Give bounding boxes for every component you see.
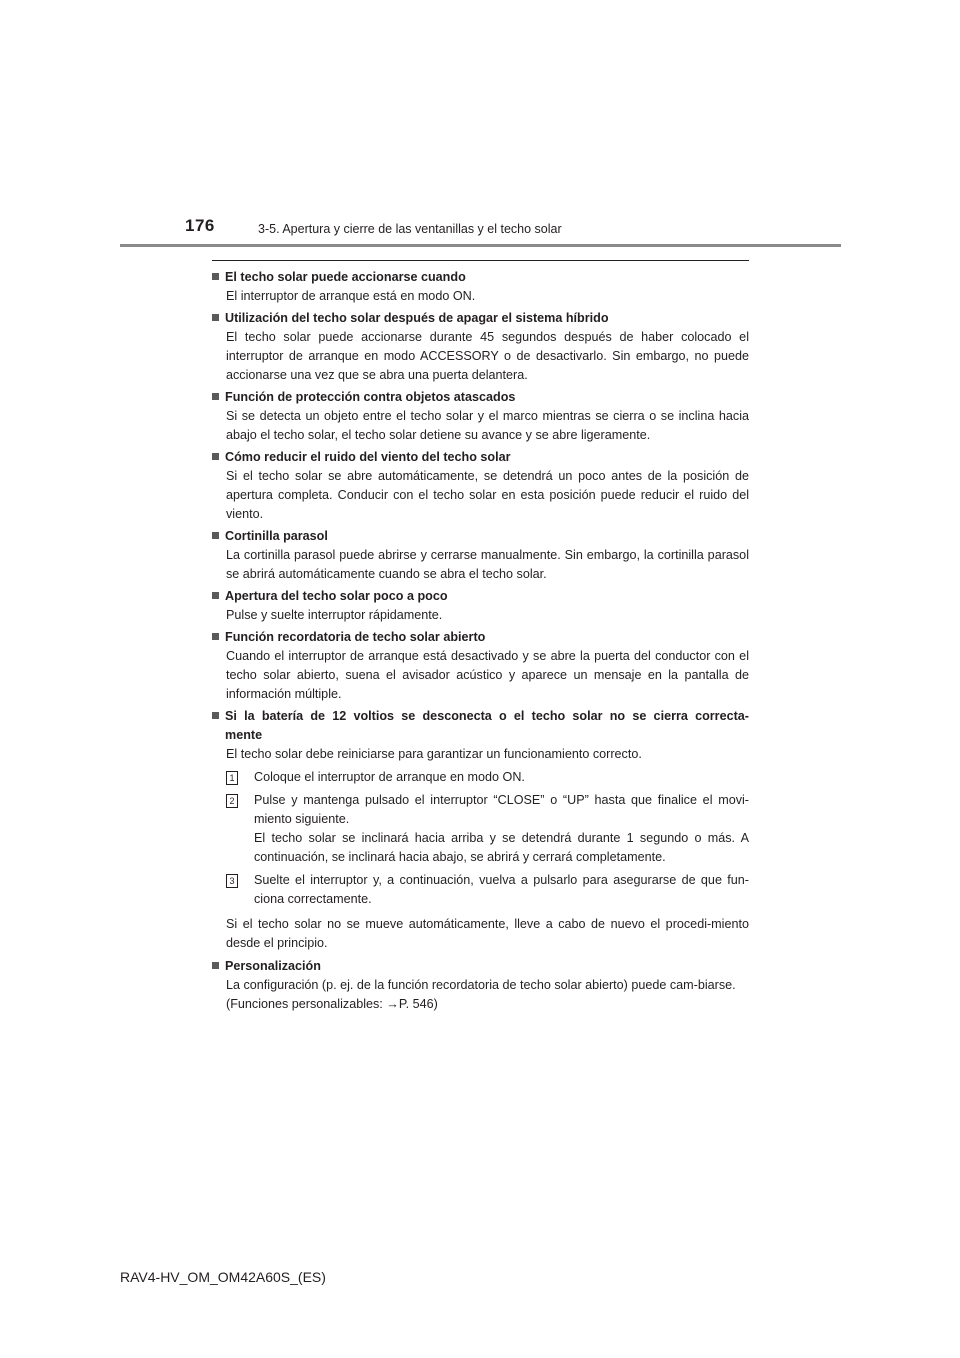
square-bullet-icon xyxy=(212,962,219,969)
item-title: El techo solar puede accionarse cuando xyxy=(225,270,466,284)
info-item xyxy=(212,309,749,385)
section-header: 3-5. Apertura y cierre de las ventanillas y el techo solar xyxy=(258,222,562,236)
info-item xyxy=(212,587,749,625)
item-body: La configuración (p. ej. de la función recordatoria de techo solar abierto) puede cam-biarse. xyxy=(226,978,736,992)
item-title: Cortinilla parasol xyxy=(225,529,328,543)
info-item xyxy=(212,527,749,584)
square-bullet-icon xyxy=(212,393,219,400)
item-body: El techo solar puede accionarse durante 45 segundos después de haber colocado el interruptor de arranque en modo ACCESSORY o de desactivarlo. Sin embargo, no puede accionarse una vez que se abra una puerta delantera. xyxy=(226,330,749,382)
reset-item xyxy=(212,707,749,953)
step-text: Coloque el interruptor de arranque en modo ON. xyxy=(254,770,525,784)
step-item xyxy=(226,768,749,787)
item-body: El interruptor de arranque está en modo ON. xyxy=(226,289,476,303)
step-number: 2 xyxy=(226,794,238,808)
content xyxy=(212,268,749,1017)
square-bullet-icon xyxy=(212,633,219,640)
header-divider xyxy=(120,244,841,247)
step-number: 1 xyxy=(226,771,238,785)
item-title: Función recordatoria de techo solar abierto xyxy=(225,630,486,644)
item-title: Si la batería de 12 voltios se desconecta o el techo solar no se cierra correcta-mente xyxy=(225,709,749,742)
step-item xyxy=(226,791,749,867)
step-text: Pulse y mantenga pulsado el interruptor “CLOSE” o “UP” hasta que finalice el movi-miento siguiente. xyxy=(254,793,749,826)
item-body: Cuando el interruptor de arranque está desactivado y se abre la puerta del conductor con el techo solar abierto, suena el avisador acústico y aparece un mensaje en la pantalla de información múltiple. xyxy=(226,649,749,701)
item-title: Utilización del techo solar después de apagar el sistema híbrido xyxy=(225,311,609,325)
item-body: El techo solar debe reiniciarse para garantizar un funcionamiento correcto. xyxy=(226,747,642,761)
reset-note: Si el techo solar no se mueve automáticamente, lleve a cabo de nuevo el procedi-miento desde el principio. xyxy=(226,917,749,950)
item-body: La cortinilla parasol puede abrirse y cerrarse manualmente. Sin embargo, la cortinilla parasol se abrirá automáticamente cuando se abra el techo solar. xyxy=(226,548,749,581)
step-item xyxy=(226,871,749,909)
section-divider xyxy=(212,260,749,261)
document-code: RAV4-HV_OM_OM42A60S_(ES) xyxy=(120,1269,326,1285)
page-reference: (Funciones personalizables: →P. 546) xyxy=(226,997,438,1011)
item-title: Apertura del techo solar poco a poco xyxy=(225,589,448,603)
item-body: Pulse y suelte interruptor rápidamente. xyxy=(226,608,443,622)
item-body: Si se detecta un objeto entre el techo solar y el marco mientras se cierra o se inclina hacia abajo el techo solar, el techo solar detiene su avance y se abre ligeramente. xyxy=(226,409,749,442)
info-item xyxy=(212,957,749,1014)
step-number: 3 xyxy=(226,874,238,888)
info-item xyxy=(212,388,749,445)
step-text: Suelte el interruptor y, a continuación, vuelva a pulsarlo para asegurarse de que fun-ciona correctamente. xyxy=(254,873,749,906)
item-title: Cómo reducir el ruido del viento del techo solar xyxy=(225,450,511,464)
square-bullet-icon xyxy=(212,273,219,280)
square-bullet-icon xyxy=(212,453,219,460)
square-bullet-icon xyxy=(212,532,219,539)
page-number: 176 xyxy=(185,216,215,235)
item-title: Personalización xyxy=(225,959,321,973)
info-item xyxy=(212,268,749,306)
step-extra: El techo solar se inclinará hacia arriba y se detendrá durante 1 segundo o más. A continuación, se inclinará hacia abajo, se abrirá y cerrará completamente. xyxy=(254,831,749,864)
square-bullet-icon xyxy=(212,712,219,719)
info-item xyxy=(212,448,749,524)
reset-steps xyxy=(226,768,749,909)
item-body: Si el techo solar se abre automáticamente, se detendrá un poco antes de la posición de apertura completa. Conducir con el techo solar en esta posición puede reducir el ruido del viento. xyxy=(226,469,749,521)
info-item xyxy=(212,628,749,704)
item-title: Función de protección contra objetos atascados xyxy=(225,390,516,404)
square-bullet-icon xyxy=(212,592,219,599)
square-bullet-icon xyxy=(212,314,219,321)
